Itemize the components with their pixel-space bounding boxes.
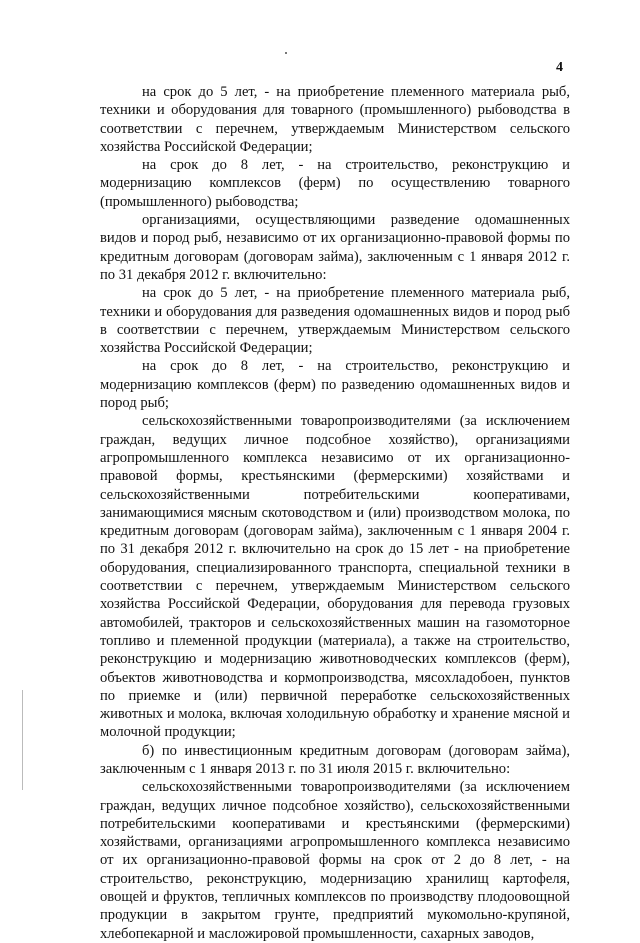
- margin-line: [22, 690, 23, 790]
- document-body: [100, 83, 570, 943]
- paragraph-5: на срок до 8 лет, - на строительство, реконструкцию и модернизацию комплексов (ферм) по разведению одомашненных видов и пород рыб;: [100, 358, 570, 412]
- scan-mark: [285, 52, 287, 54]
- paragraph-7: б) по инвестиционным кредитным договорам (договорам займа), заключенным с 1 января 2013 г. по 31 июля 2015 г. включительно:: [100, 742, 570, 777]
- paragraph-3: организациями, осуществляющими разведение одомашненных видов и пород рыб, независимо от их организационно-правовой формы по кредитным договорам (договорам займа), заключенным с 1 января 2012 г. по 31 декабря 2012 г. включительно:: [100, 212, 570, 283]
- paragraph-1: на срок до 5 лет, - на приобретение племенного материала рыб, техники и оборудования для товарного (промышленного) рыбоводства в соответствии с перечнем, утверждаемым Министерством сельского хозяйства Российской Федерации;: [100, 84, 570, 155]
- page-number: 4: [556, 60, 563, 75]
- paragraph-2: на срок до 8 лет, - на строительство, реконструкцию и модернизацию комплексов (ферм) по осуществлению товарного (промышленного) рыбоводства;: [100, 157, 570, 210]
- paragraph-4: на срок до 5 лет, - на приобретение племенного материала рыб, техники и оборудования для разведения одомашненных видов и пород рыб в соответствии с перечнем, утверждаемым Министерством сельского хозяйства Российской Федерации;: [100, 285, 570, 357]
- paragraph-8: сельскохозяйственными товаропроизводителями (за исключением граждан, ведущих личное подсобное хозяйство), сельскохозяйственными потребительскими кооперативами и крестьянскими (фермерскими) хозяйствами, организациями агропромышленного комплекса независимо от их организационно-правовой формы на срок от 2 до 8 лет, - на строительство, реконструкцию, модернизацию хранилищ картофеля, овощей и фруктов, тепличных комплексов по производству плодоовощной продукции в закрытом грунте, предприятий мукомольно-крупяной, хлебопекарной и масложировой промышленности, сахарных заводов,: [100, 779, 570, 942]
- paragraph-6: сельскохозяйственными товаропроизводителями (за исключением граждан, ведущих личное подсобное хозяйство), организациями агропромышленного комплекса независимо от их организационно-правовой формы, крестьянскими (фермерскими) хозяйствами и сельскохозяйственными потребительскими кооперативами, занимающимися мясным скотоводством и (или) производством молока, по кредитным договорам (договорам займа), заключенным с 1 января 2004 г. по 31 декабря 2012 г. включительно на срок до 15 лет - на приобретение оборудования, специализированного транспорта, специальной техники в соответствии с перечнем, утверждаемым Министерством сельского хозяйства Российской Федерации, оборудования для перевода грузовых автомобилей, тракторов и сельскохозяйственных машин на газомоторное топливо и племенной продукции (материала), а также на строительство, реконструкцию и модернизацию животноводческих комплексов (ферм), объектов животноводства и кормопроизводства, мясохладобоен, пунктов по приемке и (или) первичной переработке сельскохозяйственных животных и молока, включая холодильную обработку и хранение мясной и молочной продукции;: [100, 413, 570, 741]
